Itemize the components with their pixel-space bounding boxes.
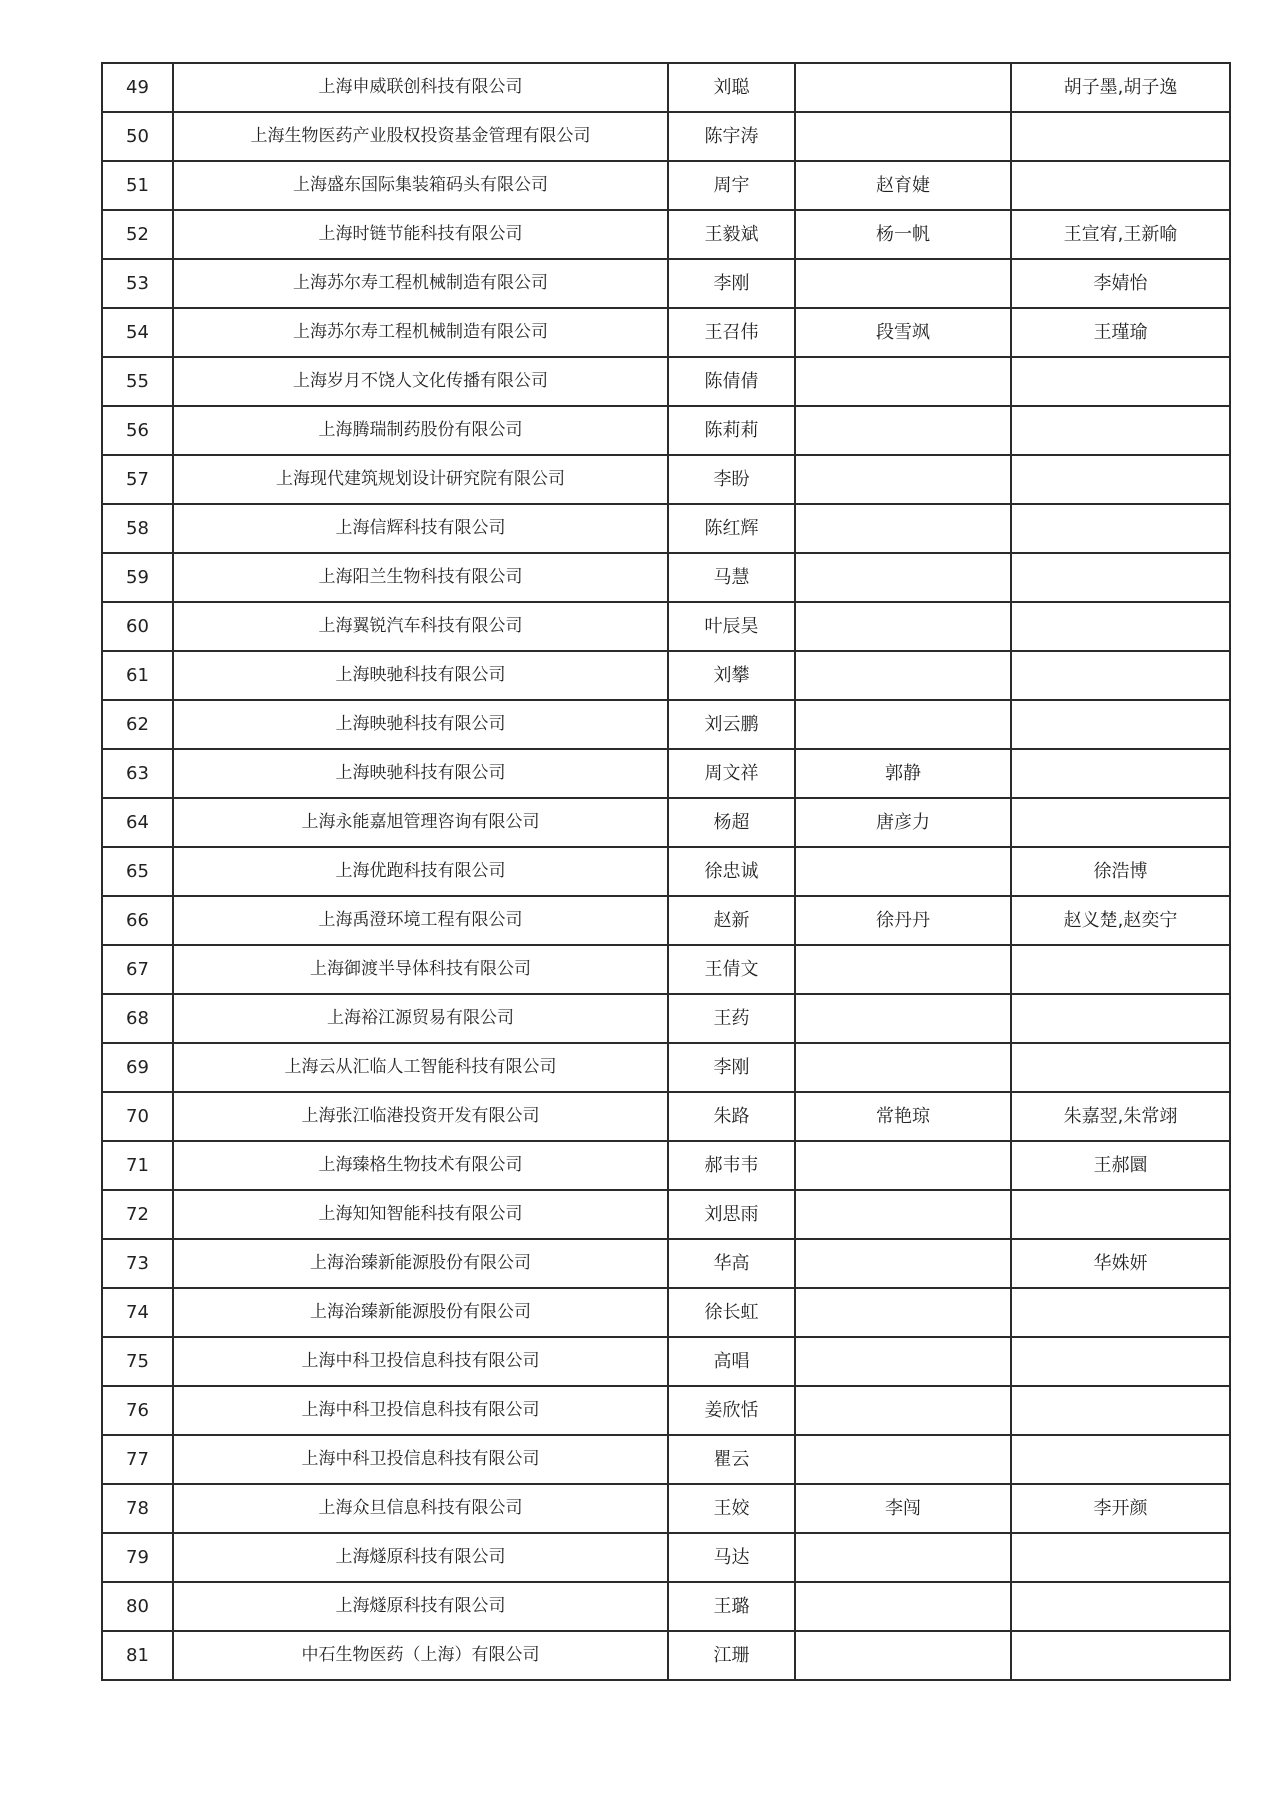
table-row [102, 798, 1230, 847]
name-cell: 刘思雨 [668, 1190, 795, 1239]
spouse-cell: 常艳琼 [795, 1092, 1011, 1141]
company-cell: 上海御渡半导体科技有限公司 [173, 945, 668, 994]
row-number-cell: 75 [102, 1337, 173, 1386]
spouse-cell [795, 700, 1011, 749]
spouse-cell: 杨一帆 [795, 210, 1011, 259]
row-number-cell: 76 [102, 1386, 173, 1435]
name-cell: 郝韦韦 [668, 1141, 795, 1190]
children-cell: 李婧怡 [1011, 259, 1230, 308]
name-cell: 赵新 [668, 896, 795, 945]
row-number-cell: 70 [102, 1092, 173, 1141]
row-number-cell: 54 [102, 308, 173, 357]
name-cell: 叶辰昊 [668, 602, 795, 651]
company-cell: 上海苏尔寿工程机械制造有限公司 [173, 308, 668, 357]
spouse-cell [795, 1190, 1011, 1239]
row-number-cell: 57 [102, 455, 173, 504]
spouse-cell: 赵育婕 [795, 161, 1011, 210]
name-cell: 华高 [668, 1239, 795, 1288]
children-cell [1011, 504, 1230, 553]
row-number-cell: 55 [102, 357, 173, 406]
company-cell: 上海生物医药产业股权投资基金管理有限公司 [173, 112, 668, 161]
table-row [102, 161, 1230, 210]
table-row [102, 1484, 1230, 1533]
spouse-cell [795, 651, 1011, 700]
name-cell: 陈红辉 [668, 504, 795, 553]
table-row [102, 1435, 1230, 1484]
company-cell: 上海信辉科技有限公司 [173, 504, 668, 553]
row-number-cell: 80 [102, 1582, 173, 1631]
table-row [102, 1533, 1230, 1582]
company-cell: 上海岁月不饶人文化传播有限公司 [173, 357, 668, 406]
name-cell: 陈莉莉 [668, 406, 795, 455]
table-row [102, 210, 1230, 259]
company-cell: 上海裕江源贸易有限公司 [173, 994, 668, 1043]
spouse-cell [795, 1141, 1011, 1190]
table-row [102, 1386, 1230, 1435]
children-cell [1011, 700, 1230, 749]
spouse-cell [795, 1631, 1011, 1680]
children-cell [1011, 357, 1230, 406]
children-cell [1011, 1337, 1230, 1386]
row-number-cell: 63 [102, 749, 173, 798]
table-row [102, 1631, 1230, 1680]
children-cell [1011, 602, 1230, 651]
name-cell: 刘攀 [668, 651, 795, 700]
children-cell [1011, 1631, 1230, 1680]
name-cell: 陈倩倩 [668, 357, 795, 406]
row-number-cell: 72 [102, 1190, 173, 1239]
spouse-cell [795, 994, 1011, 1043]
row-number-cell: 62 [102, 700, 173, 749]
name-cell: 姜欣恬 [668, 1386, 795, 1435]
children-cell [1011, 1435, 1230, 1484]
name-cell: 朱路 [668, 1092, 795, 1141]
children-cell [1011, 1043, 1230, 1092]
company-cell: 上海治臻新能源股份有限公司 [173, 1288, 668, 1337]
children-cell [1011, 161, 1230, 210]
table-row [102, 1092, 1230, 1141]
row-number-cell: 60 [102, 602, 173, 651]
spouse-cell [795, 602, 1011, 651]
table-row [102, 700, 1230, 749]
name-cell: 马达 [668, 1533, 795, 1582]
table-row [102, 1043, 1230, 1092]
name-cell: 杨超 [668, 798, 795, 847]
company-cell: 上海燧原科技有限公司 [173, 1582, 668, 1631]
company-cell: 上海翼锐汽车科技有限公司 [173, 602, 668, 651]
table-row [102, 1582, 1230, 1631]
table-row [102, 1239, 1230, 1288]
company-cell: 中石生物医药（上海）有限公司 [173, 1631, 668, 1680]
children-cell: 王宣宥,王新喻 [1011, 210, 1230, 259]
children-cell: 徐浩博 [1011, 847, 1230, 896]
spouse-cell [795, 1435, 1011, 1484]
children-cell: 王郝圜 [1011, 1141, 1230, 1190]
spouse-cell [795, 945, 1011, 994]
children-cell [1011, 945, 1230, 994]
children-cell [1011, 1582, 1230, 1631]
children-cell [1011, 1190, 1230, 1239]
children-cell: 华姝妍 [1011, 1239, 1230, 1288]
spouse-cell [795, 63, 1011, 112]
children-cell [1011, 1386, 1230, 1435]
table-row [102, 1337, 1230, 1386]
spouse-cell: 郭静 [795, 749, 1011, 798]
company-cell: 上海映驰科技有限公司 [173, 651, 668, 700]
name-cell: 王药 [668, 994, 795, 1043]
name-cell: 周宇 [668, 161, 795, 210]
company-cell: 上海映驰科技有限公司 [173, 749, 668, 798]
row-number-cell: 61 [102, 651, 173, 700]
row-number-cell: 53 [102, 259, 173, 308]
spouse-cell [795, 1337, 1011, 1386]
table-row [102, 308, 1230, 357]
children-cell [1011, 749, 1230, 798]
name-cell: 陈宇涛 [668, 112, 795, 161]
row-number-cell: 56 [102, 406, 173, 455]
name-cell: 刘聪 [668, 63, 795, 112]
spouse-cell: 唐彦力 [795, 798, 1011, 847]
row-number-cell: 58 [102, 504, 173, 553]
spouse-cell: 徐丹丹 [795, 896, 1011, 945]
company-cell: 上海治臻新能源股份有限公司 [173, 1239, 668, 1288]
company-cell: 上海盛东国际集装箱码头有限公司 [173, 161, 668, 210]
children-cell [1011, 406, 1230, 455]
company-cell: 上海中科卫投信息科技有限公司 [173, 1386, 668, 1435]
spouse-cell: 段雪飒 [795, 308, 1011, 357]
row-number-cell: 59 [102, 553, 173, 602]
children-cell: 赵义楚,赵奕宁 [1011, 896, 1230, 945]
table-row [102, 112, 1230, 161]
spouse-cell [795, 1533, 1011, 1582]
company-cell: 上海优跑科技有限公司 [173, 847, 668, 896]
name-cell: 李盼 [668, 455, 795, 504]
children-cell [1011, 553, 1230, 602]
spouse-cell [795, 1239, 1011, 1288]
row-number-cell: 64 [102, 798, 173, 847]
row-number-cell: 79 [102, 1533, 173, 1582]
row-number-cell: 49 [102, 63, 173, 112]
table-row [102, 1288, 1230, 1337]
table-row [102, 553, 1230, 602]
company-cell: 上海苏尔寿工程机械制造有限公司 [173, 259, 668, 308]
name-cell: 马慧 [668, 553, 795, 602]
company-cell: 上海阳兰生物科技有限公司 [173, 553, 668, 602]
children-cell [1011, 798, 1230, 847]
spouse-cell [795, 1288, 1011, 1337]
table-row [102, 357, 1230, 406]
table-row [102, 455, 1230, 504]
table-row [102, 749, 1230, 798]
applicant-table [101, 62, 1231, 1681]
row-number-cell: 69 [102, 1043, 173, 1092]
table-row [102, 847, 1230, 896]
children-cell [1011, 994, 1230, 1043]
company-cell: 上海现代建筑规划设计研究院有限公司 [173, 455, 668, 504]
company-cell: 上海申威联创科技有限公司 [173, 63, 668, 112]
name-cell: 刘云鹏 [668, 700, 795, 749]
row-number-cell: 65 [102, 847, 173, 896]
table-row [102, 406, 1230, 455]
name-cell: 李刚 [668, 1043, 795, 1092]
company-cell: 上海知知智能科技有限公司 [173, 1190, 668, 1239]
spouse-cell [795, 1043, 1011, 1092]
spouse-cell [795, 455, 1011, 504]
table-row [102, 602, 1230, 651]
children-cell [1011, 651, 1230, 700]
table-row [102, 1190, 1230, 1239]
spouse-cell [795, 1582, 1011, 1631]
company-cell: 上海张江临港投资开发有限公司 [173, 1092, 668, 1141]
row-number-cell: 52 [102, 210, 173, 259]
table-row [102, 504, 1230, 553]
company-cell: 上海时链节能科技有限公司 [173, 210, 668, 259]
name-cell: 王姣 [668, 1484, 795, 1533]
table-row [102, 259, 1230, 308]
name-cell: 王召伟 [668, 308, 795, 357]
spouse-cell [795, 1386, 1011, 1435]
row-number-cell: 81 [102, 1631, 173, 1680]
children-cell: 朱嘉翌,朱常翊 [1011, 1092, 1230, 1141]
row-number-cell: 51 [102, 161, 173, 210]
row-number-cell: 73 [102, 1239, 173, 1288]
company-cell: 上海禹澄环境工程有限公司 [173, 896, 668, 945]
children-cell [1011, 112, 1230, 161]
table-row [102, 945, 1230, 994]
spouse-cell [795, 406, 1011, 455]
spouse-cell [795, 112, 1011, 161]
table-body [102, 63, 1230, 1680]
company-cell: 上海云从汇临人工智能科技有限公司 [173, 1043, 668, 1092]
spouse-cell [795, 504, 1011, 553]
company-cell: 上海腾瑞制药股份有限公司 [173, 406, 668, 455]
spouse-cell: 李闯 [795, 1484, 1011, 1533]
spouse-cell [795, 259, 1011, 308]
children-cell [1011, 1288, 1230, 1337]
company-cell: 上海中科卫投信息科技有限公司 [173, 1337, 668, 1386]
company-cell: 上海中科卫投信息科技有限公司 [173, 1435, 668, 1484]
name-cell: 王倩文 [668, 945, 795, 994]
table-row [102, 651, 1230, 700]
row-number-cell: 66 [102, 896, 173, 945]
row-number-cell: 74 [102, 1288, 173, 1337]
children-cell: 李开颜 [1011, 1484, 1230, 1533]
company-cell: 上海永能嘉旭管理咨询有限公司 [173, 798, 668, 847]
row-number-cell: 78 [102, 1484, 173, 1533]
name-cell: 王璐 [668, 1582, 795, 1631]
company-cell: 上海映驰科技有限公司 [173, 700, 668, 749]
children-cell: 王瑾瑜 [1011, 308, 1230, 357]
name-cell: 江珊 [668, 1631, 795, 1680]
children-cell [1011, 1533, 1230, 1582]
children-cell [1011, 455, 1230, 504]
company-cell: 上海众旦信息科技有限公司 [173, 1484, 668, 1533]
company-cell: 上海燧原科技有限公司 [173, 1533, 668, 1582]
name-cell: 周文祥 [668, 749, 795, 798]
table-row [102, 1141, 1230, 1190]
spouse-cell [795, 847, 1011, 896]
row-number-cell: 68 [102, 994, 173, 1043]
row-number-cell: 50 [102, 112, 173, 161]
name-cell: 高唱 [668, 1337, 795, 1386]
spouse-cell [795, 553, 1011, 602]
name-cell: 瞿云 [668, 1435, 795, 1484]
table-row [102, 994, 1230, 1043]
table-row [102, 896, 1230, 945]
name-cell: 徐长虹 [668, 1288, 795, 1337]
children-cell: 胡子墨,胡子逸 [1011, 63, 1230, 112]
row-number-cell: 77 [102, 1435, 173, 1484]
company-cell: 上海臻格生物技术有限公司 [173, 1141, 668, 1190]
name-cell: 王毅斌 [668, 210, 795, 259]
table-row [102, 63, 1230, 112]
spouse-cell [795, 357, 1011, 406]
row-number-cell: 71 [102, 1141, 173, 1190]
row-number-cell: 67 [102, 945, 173, 994]
name-cell: 李刚 [668, 259, 795, 308]
name-cell: 徐忠诚 [668, 847, 795, 896]
